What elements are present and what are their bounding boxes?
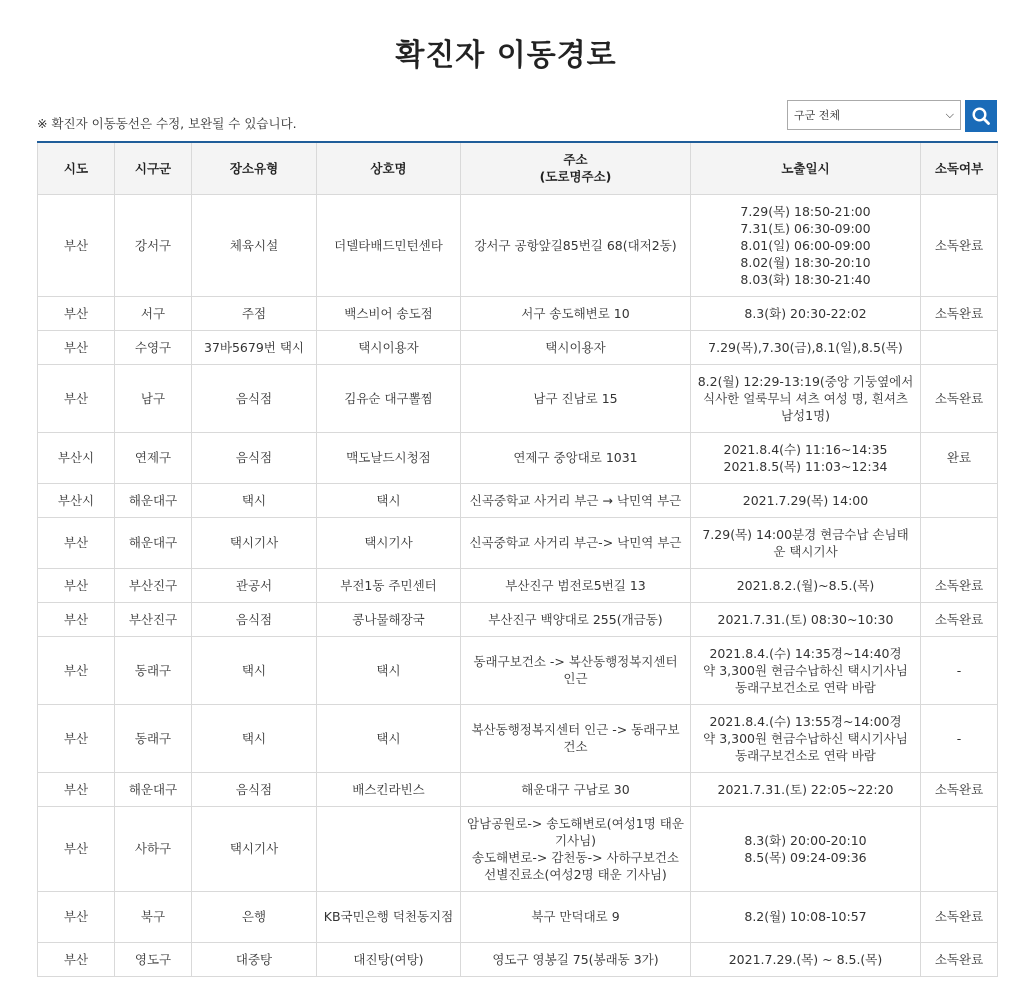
cell-province: 부산 <box>38 602 115 636</box>
cell-place-type: 체육시설 <box>192 194 317 296</box>
cell-exposure-time: 2021.8.4.(수) 14:35경~14:40경 약 3,300원 현금수납하신 택시기사님 동래구보건소로 연락 바람 <box>691 636 921 704</box>
header-cell: 상호명 <box>317 142 461 194</box>
table-row <box>38 194 998 296</box>
cell-business-name <box>317 806 461 891</box>
cell-exposure-time: 2021.8.4(수) 11:16~14:35 2021.8.5(목) 11:03~12:34 <box>691 432 921 483</box>
cell-district: 동래구 <box>115 704 192 772</box>
header-cell: 소독여부 <box>921 142 998 194</box>
cell-business-name: 부전1동 주민센터 <box>317 568 461 602</box>
cell-disinfection-status: 완료 <box>921 432 998 483</box>
district-select-value: 구군 전체 <box>794 109 841 122</box>
cell-business-name: KB국민은행 덕천동지점 <box>317 891 461 942</box>
cell-business-name: 콩나물해장국 <box>317 602 461 636</box>
cell-province: 부산 <box>38 568 115 602</box>
cell-district: 사하구 <box>115 806 192 891</box>
cell-address: 북구 만덕대로 9 <box>461 891 691 942</box>
cell-address: 해운대구 구남로 30 <box>461 772 691 806</box>
table-row <box>38 942 998 976</box>
cell-address: 암남공원로-> 송도해변로(여성1명 태운 기사님) 송도해변로-> 감천동-> 사하구보건소 선별진료소(여성2명 태운 기사님) <box>461 806 691 891</box>
cell-disinfection-status: 소독완료 <box>921 194 998 296</box>
header-cell: 시도 <box>38 142 115 194</box>
cell-address: 부산진구 백양대로 255(개금동) <box>461 602 691 636</box>
cell-district: 북구 <box>115 891 192 942</box>
cell-disinfection-status: 소독완료 <box>921 364 998 432</box>
table-row <box>38 602 998 636</box>
district-select[interactable] <box>787 100 961 130</box>
cell-business-name: 대진탕(여탕) <box>317 942 461 976</box>
cell-district: 해운대구 <box>115 772 192 806</box>
header-cell: 장소유형 <box>192 142 317 194</box>
cell-place-type: 음식점 <box>192 772 317 806</box>
cell-business-name: 맥도날드시청점 <box>317 432 461 483</box>
cell-province: 부산 <box>38 330 115 364</box>
cell-disinfection-status: 소독완료 <box>921 568 998 602</box>
cell-place-type: 택시기사 <box>192 517 317 568</box>
cell-province: 부산 <box>38 296 115 330</box>
cell-address: 연제구 중앙대로 1031 <box>461 432 691 483</box>
table-row <box>38 364 998 432</box>
table-row <box>38 483 998 517</box>
cell-district: 부산진구 <box>115 602 192 636</box>
cell-address: 동래구보건소 -> 복산동행정복지센터 인근 <box>461 636 691 704</box>
cell-disinfection-status: - <box>921 636 998 704</box>
table-row <box>38 568 998 602</box>
cell-district: 동래구 <box>115 636 192 704</box>
cell-district: 부산진구 <box>115 568 192 602</box>
cell-province: 부산시 <box>38 432 115 483</box>
cell-address: 강서구 공항앞길85번길 68(대저2동) <box>461 194 691 296</box>
cell-address: 서구 송도해변로 10 <box>461 296 691 330</box>
cell-place-type: 택시 <box>192 636 317 704</box>
cell-business-name: 택시기사 <box>317 517 461 568</box>
cell-disinfection-status: 소독완료 <box>921 772 998 806</box>
cell-district: 서구 <box>115 296 192 330</box>
table-row <box>38 704 998 772</box>
cell-exposure-time: 8.3(화) 20:30-22:02 <box>691 296 921 330</box>
cell-disinfection-status <box>921 517 998 568</box>
cell-province: 부산시 <box>38 483 115 517</box>
cell-district: 연제구 <box>115 432 192 483</box>
cell-business-name: 더델타배드민턴센타 <box>317 194 461 296</box>
table-row <box>38 636 998 704</box>
cell-exposure-time: 2021.8.4.(수) 13:55경~14:00경 약 3,300원 현금수납하신 택시기사님 동래구보건소로 연락 바람 <box>691 704 921 772</box>
table-row <box>38 432 998 483</box>
cell-district: 해운대구 <box>115 483 192 517</box>
notice-text: ※ 확진자 이동동선은 수정, 보완될 수 있습니다. <box>37 116 297 131</box>
cell-address: 복산동행정복지센터 인근 -> 동래구보건소 <box>461 704 691 772</box>
cell-province: 부산 <box>38 517 115 568</box>
cell-business-name: 백스비어 송도점 <box>317 296 461 330</box>
cell-disinfection-status <box>921 330 998 364</box>
cell-place-type: 37바5679번 택시 <box>192 330 317 364</box>
cell-province: 부산 <box>38 364 115 432</box>
cell-address: 영도구 영봉길 75(봉래동 3가) <box>461 942 691 976</box>
cell-exposure-time: 7.29(목) 14:00분경 현금수납 손님태운 택시기사 <box>691 517 921 568</box>
cell-exposure-time: 2021.7.29.(목) ~ 8.5.(목) <box>691 942 921 976</box>
cell-place-type: 택시 <box>192 483 317 517</box>
page-title: 확진자 이동경로 <box>395 38 617 73</box>
header-cell: 노출일시 <box>691 142 921 194</box>
cell-place-type: 택시 <box>192 704 317 772</box>
cell-disinfection-status: 소독완료 <box>921 942 998 976</box>
cell-place-type: 은행 <box>192 891 317 942</box>
chevron-down-icon: ⌵ <box>945 108 954 121</box>
route-table <box>37 141 998 977</box>
cell-district: 남구 <box>115 364 192 432</box>
cell-disinfection-status: 소독완료 <box>921 891 998 942</box>
cell-province: 부산 <box>38 942 115 976</box>
search-icon <box>971 106 991 126</box>
table-row <box>38 330 998 364</box>
cell-province: 부산 <box>38 772 115 806</box>
cell-address: 신곡중학교 사거리 부근-> 낙민역 부근 <box>461 517 691 568</box>
cell-place-type: 관공서 <box>192 568 317 602</box>
cell-district: 수영구 <box>115 330 192 364</box>
table-row <box>38 772 998 806</box>
cell-disinfection-status <box>921 806 998 891</box>
header-cell: 주소 (도로명주소) <box>461 142 691 194</box>
cell-exposure-time: 2021.8.2.(월)~8.5.(목) <box>691 568 921 602</box>
cell-province: 부산 <box>38 704 115 772</box>
cell-address: 신곡중학교 사거리 부근 → 낙민역 부근 <box>461 483 691 517</box>
cell-disinfection-status: 소독완료 <box>921 602 998 636</box>
cell-exposure-time: 8.3(화) 20:00-20:10 8.5(목) 09:24-09:36 <box>691 806 921 891</box>
table-row <box>38 806 998 891</box>
cell-disinfection-status <box>921 483 998 517</box>
cell-exposure-time: 2021.7.31.(토) 08:30~10:30 <box>691 602 921 636</box>
table-row <box>38 517 998 568</box>
cell-place-type: 음식점 <box>192 364 317 432</box>
cell-business-name: 택시이용자 <box>317 330 461 364</box>
cell-address: 부산진구 범전로5번길 13 <box>461 568 691 602</box>
cell-district: 강서구 <box>115 194 192 296</box>
cell-place-type: 음식점 <box>192 432 317 483</box>
cell-exposure-time: 2021.7.31.(토) 22:05~22:20 <box>691 772 921 806</box>
cell-place-type: 음식점 <box>192 602 317 636</box>
cell-address: 택시이용자 <box>461 330 691 364</box>
cell-district: 영도구 <box>115 942 192 976</box>
cell-province: 부산 <box>38 636 115 704</box>
cell-exposure-time: 2021.7.29(목) 14:00 <box>691 483 921 517</box>
cell-business-name: 택시 <box>317 483 461 517</box>
cell-province: 부산 <box>38 806 115 891</box>
cell-business-name: 배스킨라빈스 <box>317 772 461 806</box>
search-button[interactable] <box>965 100 997 132</box>
cell-place-type: 주점 <box>192 296 317 330</box>
cell-business-name: 택시 <box>317 636 461 704</box>
table-row <box>38 891 998 942</box>
table-header-row <box>38 142 998 194</box>
cell-place-type: 대중탕 <box>192 942 317 976</box>
table-row <box>38 296 998 330</box>
cell-business-name: 택시 <box>317 704 461 772</box>
cell-exposure-time: 7.29(목) 18:50-21:00 7.31(토) 06:30-09:00 8.01(일) 06:00-09:00 8.02(월) 18:30-20:10 8.03(화) 18:30-21:40 <box>691 194 921 296</box>
cell-exposure-time: 8.2(월) 10:08-10:57 <box>691 891 921 942</box>
cell-exposure-time: 7.29(목),7.30(금),8.1(일),8.5(목) <box>691 330 921 364</box>
cell-disinfection-status: 소독완료 <box>921 296 998 330</box>
cell-business-name: 김유순 대구뽈찜 <box>317 364 461 432</box>
cell-province: 부산 <box>38 194 115 296</box>
cell-district: 해운대구 <box>115 517 192 568</box>
cell-place-type: 택시기사 <box>192 806 317 891</box>
cell-province: 부산 <box>38 891 115 942</box>
cell-address: 남구 진남로 15 <box>461 364 691 432</box>
header-cell: 시구군 <box>115 142 192 194</box>
cell-exposure-time: 8.2(월) 12:29-13:19(중앙 기둥옆에서 식사한 얼룩무늬 셔츠 여성 명, 흰셔츠 남성1명) <box>691 364 921 432</box>
cell-disinfection-status: - <box>921 704 998 772</box>
